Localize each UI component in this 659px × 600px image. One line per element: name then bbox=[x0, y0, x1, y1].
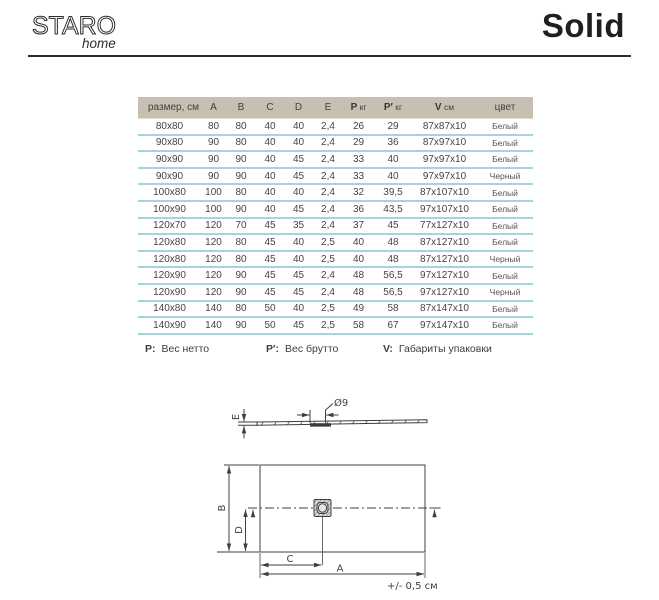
table-cell: 48 bbox=[352, 270, 365, 282]
table-cell: 90 bbox=[207, 170, 220, 182]
table-row bbox=[138, 135, 533, 152]
legend-item-gross-weight bbox=[266, 343, 338, 355]
table-cell: 90 bbox=[207, 137, 220, 149]
table-cell: 40 bbox=[264, 170, 276, 182]
table-cell: Белый bbox=[492, 204, 518, 215]
table-cell: 80 bbox=[235, 137, 247, 149]
column-header: V см bbox=[412, 97, 477, 119]
table-cell: 2,4 bbox=[321, 203, 335, 215]
table-cell: 80 bbox=[235, 253, 247, 265]
table-cell: 40 bbox=[264, 120, 276, 132]
table-cell: 2,4 bbox=[321, 286, 335, 298]
spec-table bbox=[138, 97, 523, 335]
table-cell: 40 bbox=[292, 120, 305, 132]
table-cell: 97x147x10 bbox=[420, 319, 469, 331]
table-cell: 37 bbox=[352, 220, 365, 232]
width-label: B bbox=[217, 504, 228, 512]
table-cell: Белый bbox=[492, 137, 518, 148]
table-row bbox=[138, 284, 533, 301]
table-cell: 39,5 bbox=[383, 187, 403, 199]
table-cell: 2,4 bbox=[321, 187, 335, 199]
table-cell: 58 bbox=[387, 303, 399, 315]
table-cell: 87x127x10 bbox=[420, 236, 469, 248]
table-cell: Белый bbox=[492, 237, 518, 248]
table-cell: 40 bbox=[264, 203, 276, 215]
table-body bbox=[138, 119, 533, 334]
top-view bbox=[217, 465, 441, 578]
table-cell: 56,5 bbox=[383, 286, 403, 298]
table-cell: Черный bbox=[489, 171, 521, 182]
table-cell: 45 bbox=[264, 220, 276, 232]
table-cell: 2,5 bbox=[321, 236, 335, 248]
table-cell: 50 bbox=[264, 303, 276, 315]
table-cell: 97x127x10 bbox=[420, 286, 469, 298]
table-cell: 140x80 bbox=[153, 303, 186, 315]
table-cell: 35 bbox=[292, 220, 305, 232]
column-header: размер, см bbox=[138, 97, 201, 119]
table-cell: 56,5 bbox=[383, 270, 403, 282]
table-cell: 120x80 bbox=[153, 253, 186, 265]
table-cell: 33 bbox=[352, 170, 365, 182]
table-cell: 40 bbox=[292, 253, 305, 265]
page-title: Solid bbox=[541, 7, 625, 44]
table-cell: 77x127x10 bbox=[420, 220, 469, 232]
table-cell: 100x80 bbox=[153, 187, 186, 199]
table-cell: Белый bbox=[492, 303, 518, 314]
table-cell: Белый bbox=[492, 154, 518, 165]
table-cell: Черный bbox=[489, 287, 521, 298]
table-cell: 48 bbox=[387, 253, 399, 265]
table-cell: 120x90 bbox=[153, 270, 186, 282]
table-cell: 45 bbox=[264, 286, 276, 298]
column-header: P′ кг bbox=[374, 97, 412, 119]
drain-offset-y-label: D bbox=[234, 526, 245, 534]
table-cell: Белый bbox=[492, 270, 518, 281]
table-cell: 45 bbox=[387, 220, 399, 232]
header-divider bbox=[28, 55, 631, 57]
table-cell: 80x80 bbox=[155, 120, 184, 132]
column-header: E bbox=[313, 97, 343, 119]
drain-side-view bbox=[310, 423, 331, 426]
table-cell: 33 bbox=[352, 153, 365, 165]
table-row bbox=[138, 151, 533, 168]
table-cell: 2,4 bbox=[321, 270, 335, 282]
table-cell: 90 bbox=[235, 203, 247, 215]
table-cell: 50 bbox=[264, 319, 276, 331]
table-row bbox=[138, 317, 533, 334]
table-cell: 49 bbox=[352, 303, 365, 315]
legend-text: Вес брутто bbox=[285, 343, 339, 355]
legend-item-package-size bbox=[383, 343, 492, 355]
table-cell: 80 bbox=[235, 187, 247, 199]
table-cell: 40 bbox=[264, 187, 276, 199]
table-cell: 2,4 bbox=[321, 120, 335, 132]
table-cell: 40 bbox=[387, 170, 399, 182]
table-cell: 80 bbox=[207, 120, 220, 132]
table-cell: 36 bbox=[387, 137, 399, 149]
column-header: D bbox=[284, 97, 313, 119]
table-cell: 45 bbox=[292, 319, 305, 331]
table-cell: 100 bbox=[205, 203, 222, 215]
table-cell: Белый bbox=[492, 187, 518, 198]
table-cell: 80 bbox=[235, 236, 247, 248]
table-cell: 90 bbox=[235, 270, 247, 282]
table-cell: 120x70 bbox=[153, 220, 186, 232]
table-cell: Черный bbox=[489, 254, 521, 265]
table-cell: Белый bbox=[492, 320, 518, 331]
table-row bbox=[138, 184, 533, 201]
column-header: C bbox=[256, 97, 284, 119]
table-cell: 2,4 bbox=[321, 170, 335, 182]
table-cell: 67 bbox=[387, 319, 399, 331]
thickness-label: E bbox=[231, 413, 242, 421]
brand-logo-text: STARO bbox=[32, 12, 116, 40]
table-row bbox=[138, 119, 533, 135]
table-cell: 80 bbox=[235, 120, 247, 132]
table-cell: 32 bbox=[352, 187, 365, 199]
legend bbox=[0, 343, 659, 359]
table-cell: 2,4 bbox=[321, 153, 335, 165]
table-row bbox=[138, 201, 533, 218]
table-cell: 29 bbox=[352, 137, 365, 149]
table-cell: 120 bbox=[205, 286, 222, 298]
table-header-row bbox=[138, 97, 533, 119]
table-cell: 90 bbox=[207, 153, 220, 165]
table-cell: 26 bbox=[352, 120, 365, 132]
length-label: A bbox=[336, 563, 344, 575]
table-row bbox=[138, 168, 533, 185]
table-cell: 97x97x10 bbox=[422, 170, 467, 182]
column-header: цвет bbox=[477, 97, 533, 119]
table-cell: 45 bbox=[292, 170, 305, 182]
table-cell: 2,4 bbox=[321, 220, 335, 232]
column-header: P кг bbox=[343, 97, 374, 119]
table-cell: 40 bbox=[387, 153, 399, 165]
legend-item-net-weight bbox=[145, 343, 209, 355]
table-cell: 120 bbox=[205, 220, 222, 232]
column-header: B bbox=[226, 97, 256, 119]
table-row bbox=[138, 234, 533, 251]
table-cell: 2,5 bbox=[321, 319, 335, 331]
table-cell: 140x90 bbox=[153, 319, 186, 331]
table-cell: 120x90 bbox=[153, 286, 186, 298]
table-cell: 48 bbox=[387, 236, 399, 248]
technical-drawing bbox=[0, 388, 659, 600]
table-cell: 97x107x10 bbox=[420, 203, 469, 215]
table-cell: 120 bbox=[205, 270, 222, 282]
table-cell: 40 bbox=[352, 253, 365, 265]
table-cell: 40 bbox=[264, 137, 276, 149]
drain-offset-x-label: C bbox=[286, 554, 294, 565]
table-cell: 2,5 bbox=[321, 253, 335, 265]
table-cell: 90x90 bbox=[155, 153, 184, 165]
table-cell: 45 bbox=[264, 270, 276, 282]
table-cell: 43,5 bbox=[383, 203, 403, 215]
table-cell: 120 bbox=[205, 253, 222, 265]
table-cell: 100 bbox=[205, 187, 222, 199]
tray-profile bbox=[257, 420, 427, 425]
table-cell: 2,4 bbox=[321, 137, 335, 149]
table-cell: 40 bbox=[264, 153, 276, 165]
drain-top-view bbox=[314, 500, 331, 517]
size-spec-table bbox=[138, 97, 533, 335]
table-cell: 48 bbox=[352, 286, 365, 298]
table-cell: 97x97x10 bbox=[422, 153, 467, 165]
table-cell: 2,5 bbox=[321, 303, 335, 315]
table-cell: 40 bbox=[292, 187, 305, 199]
table-cell: 90 bbox=[235, 153, 247, 165]
table-cell: 45 bbox=[292, 203, 305, 215]
table-cell: 87x87x10 bbox=[422, 120, 467, 132]
table-cell: Белый bbox=[492, 220, 518, 231]
table-cell: 45 bbox=[264, 236, 276, 248]
brand-logo bbox=[30, 9, 130, 58]
brand-logo-graphic bbox=[30, 9, 130, 53]
table-cell: 120x80 bbox=[153, 236, 186, 248]
table-cell: 97x127x10 bbox=[420, 270, 469, 282]
table-cell: 29 bbox=[387, 120, 399, 132]
table-cell: 90 bbox=[235, 319, 247, 331]
table-cell: 45 bbox=[292, 286, 305, 298]
drain-diameter-label: Ø9 bbox=[334, 398, 349, 409]
table-cell: 70 bbox=[235, 220, 247, 232]
table-cell: 100x90 bbox=[153, 203, 186, 215]
table-cell: 90x80 bbox=[155, 137, 184, 149]
table-cell: Белый bbox=[492, 121, 518, 132]
legend-key: V: bbox=[383, 343, 393, 355]
table-row bbox=[138, 267, 533, 284]
table-cell: 45 bbox=[292, 153, 305, 165]
table-cell: 58 bbox=[352, 319, 365, 331]
column-header: A bbox=[201, 97, 226, 119]
table-cell: 87x127x10 bbox=[420, 253, 469, 265]
table-cell: 40 bbox=[292, 137, 305, 149]
table-cell: 87x97x10 bbox=[422, 137, 467, 149]
side-view bbox=[238, 404, 427, 439]
legend-text: Вес нетто bbox=[161, 343, 210, 355]
table-cell: 87x107x10 bbox=[420, 187, 469, 199]
table-cell: 40 bbox=[292, 236, 305, 248]
table-cell: 36 bbox=[352, 203, 365, 215]
table-cell: 140 bbox=[205, 303, 222, 315]
table-cell: 87x147x10 bbox=[420, 303, 469, 315]
table-header bbox=[138, 97, 533, 119]
table-row bbox=[138, 301, 533, 318]
table-cell: 90 bbox=[235, 170, 247, 182]
table-cell: 90x90 bbox=[155, 170, 184, 182]
legend-key: P′: bbox=[266, 343, 280, 355]
table-row bbox=[138, 218, 533, 235]
table-cell: 140 bbox=[205, 319, 222, 331]
legend-key: P: bbox=[145, 343, 156, 355]
legend-text: Габариты упаковки bbox=[398, 343, 492, 355]
table-cell: 45 bbox=[264, 253, 276, 265]
tolerance-note: +/- 0,5 см bbox=[387, 581, 438, 592]
table-cell: 90 bbox=[235, 286, 247, 298]
table-row bbox=[138, 251, 533, 268]
table-cell: 45 bbox=[292, 270, 305, 282]
table-cell: 80 bbox=[235, 303, 247, 315]
brand-logo-subtext: home bbox=[82, 36, 116, 51]
table-cell: 120 bbox=[205, 236, 222, 248]
table-cell: 40 bbox=[352, 236, 365, 248]
table-cell: 40 bbox=[292, 303, 305, 315]
